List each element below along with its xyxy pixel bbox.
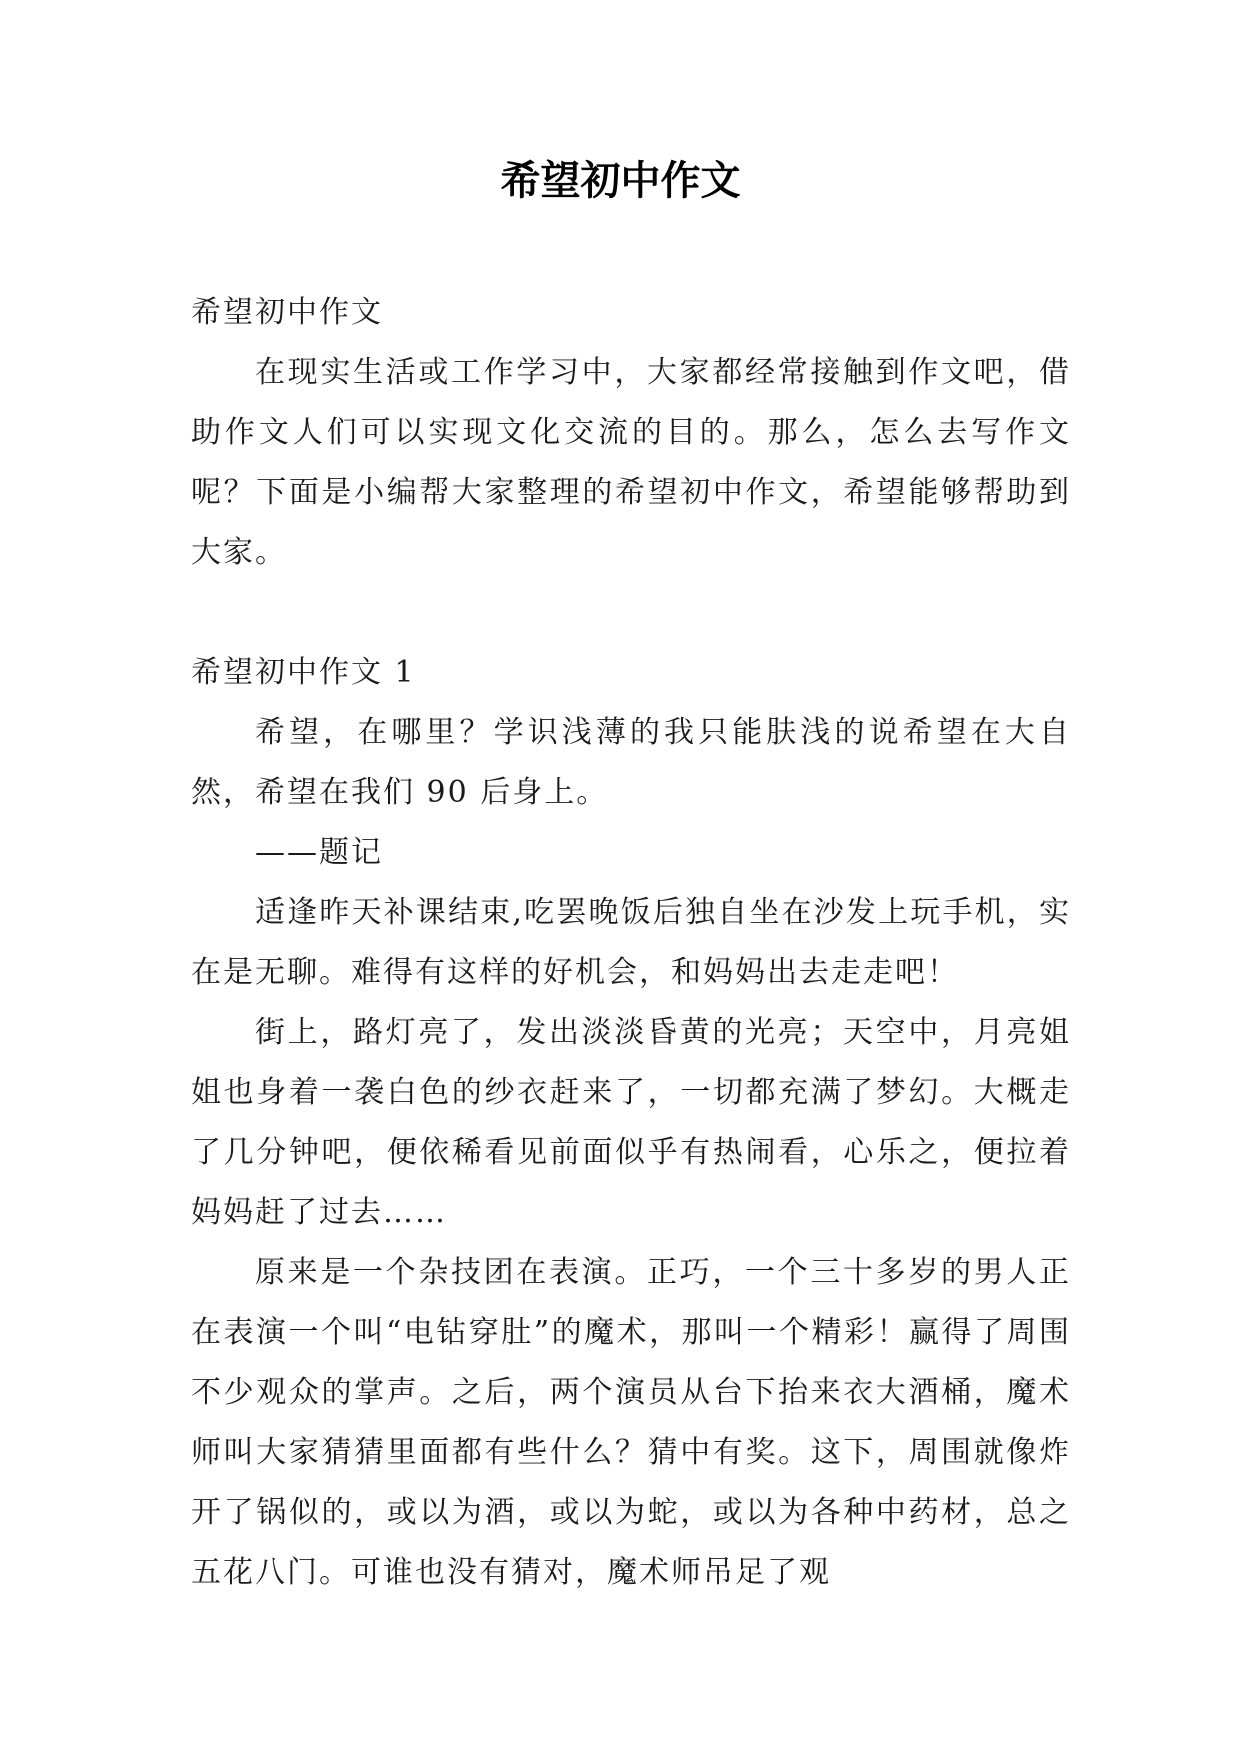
essay-paragraph: 街上，路灯亮了，发出淡淡昏黄的光亮；天空中，月亮姐姐也身着一袭白色的纱衣赶来了，一切都充满了梦幻。大概走了几分钟吧，便依稀看见前面似乎有热闹看，心乐之，便拉着妈妈赶了过去…… <box>191 1015 1071 1230</box>
intro-paragraph: 在现实生活或工作学习中，大家都经常接触到作文吧，借助作文人们可以实现文化交流的目的。那么，怎么去写作文呢？下面是小编帮大家整理的希望初中作文，希望能够帮助到大家。 <box>191 355 1071 570</box>
intro-heading: 希望初中作文 <box>191 295 383 330</box>
essay-heading: 希望初中作文 1 <box>191 655 416 690</box>
document-title: 希望初中作文 <box>500 157 741 204</box>
essay-epigraph: ——题记 <box>255 835 383 870</box>
essay-paragraph: 希望，在哪里？学识浅薄的我只能肤浅的说希望在大自然，希望在我们 90 后身上。 <box>191 715 1071 810</box>
document-body <box>191 283 1071 1603</box>
essay-paragraph: 适逢昨天补课结束,吃罢晚饭后独自坐在沙发上玩手机，实在是无聊。难得有这样的好机会，和妈妈出去走走吧！ <box>191 895 1071 990</box>
essay-paragraph: 原来是一个杂技团在表演。正巧，一个三十多岁的男人正在表演一个叫“电钻穿肚”的魔术，那叫一个精彩！赢得了周围不少观众的掌声。之后，两个演员从台下抬来衣大酒桶，魔术师叫大家猜猜里面都有些什么？猜中有奖。这下，周围就像炸开了锅似的，或以为酒，或以为蛇，或以为各种中药材，总之五花八门。可谁也没有猜对，魔术师吊足了观 <box>191 1255 1071 1590</box>
section-gap <box>191 583 1071 643</box>
